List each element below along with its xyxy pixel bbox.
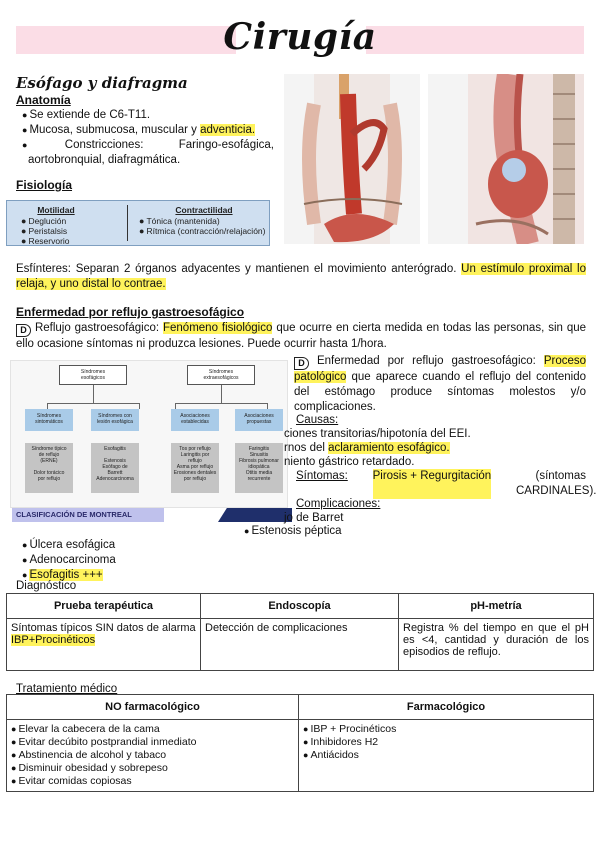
montreal-label: CLASIFICACIÓN DE MONTREAL	[12, 508, 164, 522]
enfermedad-prefix: Enfermedad por reflujo gastroesofágico:	[316, 355, 544, 367]
list-item: ● Inhibidores H2	[303, 736, 589, 749]
complicacion-barret: jo de Barret	[284, 512, 344, 524]
contractilidad-item: ● Rítmica (contracción/relajación)	[139, 226, 269, 236]
contractilidad-column	[139, 205, 269, 236]
d-icon: D	[294, 357, 309, 370]
esfinteres-text: Esfínteres: Separan 2 órganos adyacentes y mantienen el movimiento anterógrado.	[16, 263, 462, 275]
section-title: Esófago y diafragma	[16, 74, 188, 92]
list-item: ● Disminuir obesidad y sobrepeso	[11, 762, 294, 775]
diagnostico-label: Diagnóstico	[16, 580, 77, 592]
asociaciones-establecidas-box: Asociaciones establecidas	[171, 409, 219, 431]
esophagus-illustration	[284, 74, 420, 244]
list-item: ● Evitar comidas copiosas	[11, 775, 294, 788]
anatomia-item-1: ● Se extiende de C6-T11.	[22, 108, 274, 123]
cell-prueba-terapeutica: Síntomas típicos SIN datos de alarma IBP+Procinéticos	[7, 619, 201, 671]
motilidad-item: ● Reservorio	[21, 236, 121, 246]
anatomia-item-3-cont: aortobronquial, diafragmática.	[28, 154, 181, 166]
sintomas-highlight: Pirosis + Regurgitación	[373, 469, 492, 499]
d-icon: D	[16, 324, 31, 337]
motilidad-title: Motilidad	[37, 205, 75, 215]
cell-endoscopia: Detección de complicaciones	[201, 619, 399, 671]
cell-no-farmacologico	[7, 720, 299, 792]
reflujo-prefix: Reflujo gastroesofágico:	[34, 322, 163, 334]
anatomia-list	[22, 108, 274, 168]
esfinteres-highlight: Un estímulo proximal lo relaja, y uno distal lo contrae.	[16, 263, 586, 290]
fisiologia-box	[6, 200, 270, 246]
aclaramiento-highlight: aclaramiento esofágico.	[328, 442, 450, 454]
list-item: ● IBP + Procinéticos	[303, 723, 589, 736]
causa-1: ciones transitorias/hipotonía del EEI.	[284, 428, 471, 440]
complicacion-estenosis: ● Estenosis péptica	[244, 524, 342, 539]
contractilidad-title: Contractilidad	[175, 205, 233, 215]
contractilidad-item: ● Tónica (mantenida)	[139, 216, 269, 226]
complicaciones-label: Complicaciones:	[296, 498, 381, 510]
complicacion-adenocarcinoma: ● Adenocarcinoma	[22, 553, 116, 568]
asociaciones-propuestas-box: Asociaciones propuestas	[235, 409, 283, 431]
header-farmacologico: Farmacológico	[299, 695, 594, 720]
sintomas-line	[296, 469, 597, 499]
diagnostico-table	[6, 593, 594, 671]
motilidad-item: ● Peristalsis	[21, 226, 121, 236]
anatomia-heading: Anatomía	[16, 93, 71, 107]
header-prueba-terapeutica: Prueba terapéutica	[7, 594, 201, 619]
tratamiento-table	[6, 694, 594, 792]
adventicia-highlight: adventicia.	[200, 124, 256, 136]
table-header-row	[7, 695, 594, 720]
enfermedad-rest: que aparece cuando el reflujo del contenido del estómago produce síntomas molestos y/o complicaciones.	[294, 371, 586, 413]
esofagitis-highlight: Esofagitis +++	[29, 569, 103, 581]
sagittal-anatomy-figure	[428, 74, 584, 244]
header-endoscopia: Endoscopía	[201, 594, 399, 619]
motilidad-item: ● Deglución	[21, 216, 121, 226]
erge-heading: Enfermedad por reflujo gastroesofágico	[16, 305, 245, 319]
lesion-esofagica-box: Síndromes con lesión esofágica	[91, 409, 139, 431]
establecidas-detail-box: Tos por reflujo Laringitis por reflujo Asma por reflujo Erosiones dentales por reflujo	[171, 443, 219, 493]
anatomia-item-3: ● Constricciones: Faringo-esofágica,	[22, 138, 274, 153]
list-item: ● Antiácidos	[303, 749, 589, 762]
list-item: ● Evitar decúbito postprandial inmediato	[11, 736, 294, 749]
motilidad-column	[21, 205, 121, 246]
esfinteres-paragraph	[16, 262, 586, 292]
cell-ph-metria: Registra % del tiempo en que el pH es <4, cantidad y duración de los episodios de reflujo.	[399, 619, 594, 671]
cell-farmacologico	[299, 720, 594, 792]
list-item: ● Abstinencia de alcohol y tabaco	[11, 749, 294, 762]
header-ph-metria: pH-metría	[399, 594, 594, 619]
anatomia-item-2: ● Mucosa, submucosa, muscular y adventicia.	[22, 123, 274, 138]
enfermedad-highlight: Proceso patológico	[294, 355, 586, 383]
ibp-highlight: IBP+Procinéticos	[11, 634, 96, 646]
reflujo-rest: que ocurre en cierta medida en todas las personas, sin que ello ocasione síntomas ni produzca lesiones. Puede ocurrir hasta 1/hora.	[16, 322, 587, 350]
sagittal-illustration	[428, 74, 584, 244]
esophagus-anatomy-figure	[284, 74, 420, 244]
sintomas-esofagicos-box: Síndromes sintomáticos	[25, 409, 73, 431]
table-row	[7, 720, 594, 792]
sintomas-detail-box: Síndrome típico de reflujo (ERNE) Dolor torácico por reflujo	[25, 443, 73, 493]
sindromes-extraesofagicos-box: Síndromes extraesofágicos	[187, 365, 255, 385]
causa-2: rnos del aclaramiento esofágico.	[284, 442, 450, 454]
sintomas-label: Síntomas:	[296, 470, 348, 482]
complicaciones-list	[22, 538, 116, 583]
causas-label: Causas:	[296, 414, 339, 426]
page-title: Cirugía	[223, 16, 377, 58]
enfermedad-paragraph	[294, 354, 586, 415]
fisiologia-divider	[127, 205, 128, 241]
table-header-row	[7, 594, 594, 619]
sindromes-esofagicos-box: Síndromes esofágicos	[59, 365, 127, 385]
reflujo-paragraph	[16, 321, 586, 352]
causa-3: niento gástrico retardado.	[284, 456, 415, 468]
table-row	[7, 619, 594, 671]
tratamiento-label: Tratamiento médico	[16, 683, 118, 695]
montreal-diagram	[10, 360, 288, 508]
lesion-detail-box: Esofagitis Estenosis Esófago de Barrett Adenocarcinoma	[91, 443, 139, 493]
complicacion-ulcera: ● Úlcera esofágica	[22, 538, 116, 553]
header-no-farmacologico: NO farmacológico	[7, 695, 299, 720]
sintomas-rest: (síntomas CARDINALES).	[515, 470, 597, 497]
list-item: ● Elevar la cabecera de la cama	[11, 723, 294, 736]
propuestas-detail-box: Faringitis Sinusitis Fibrosis pulmonar idiopática Otitis media recurrente	[235, 443, 283, 493]
fisiologia-heading: Fisiología	[16, 178, 73, 192]
reflujo-highlight: Fenómeno fisiológico	[162, 322, 273, 334]
decorative-banner-shape	[218, 508, 292, 522]
